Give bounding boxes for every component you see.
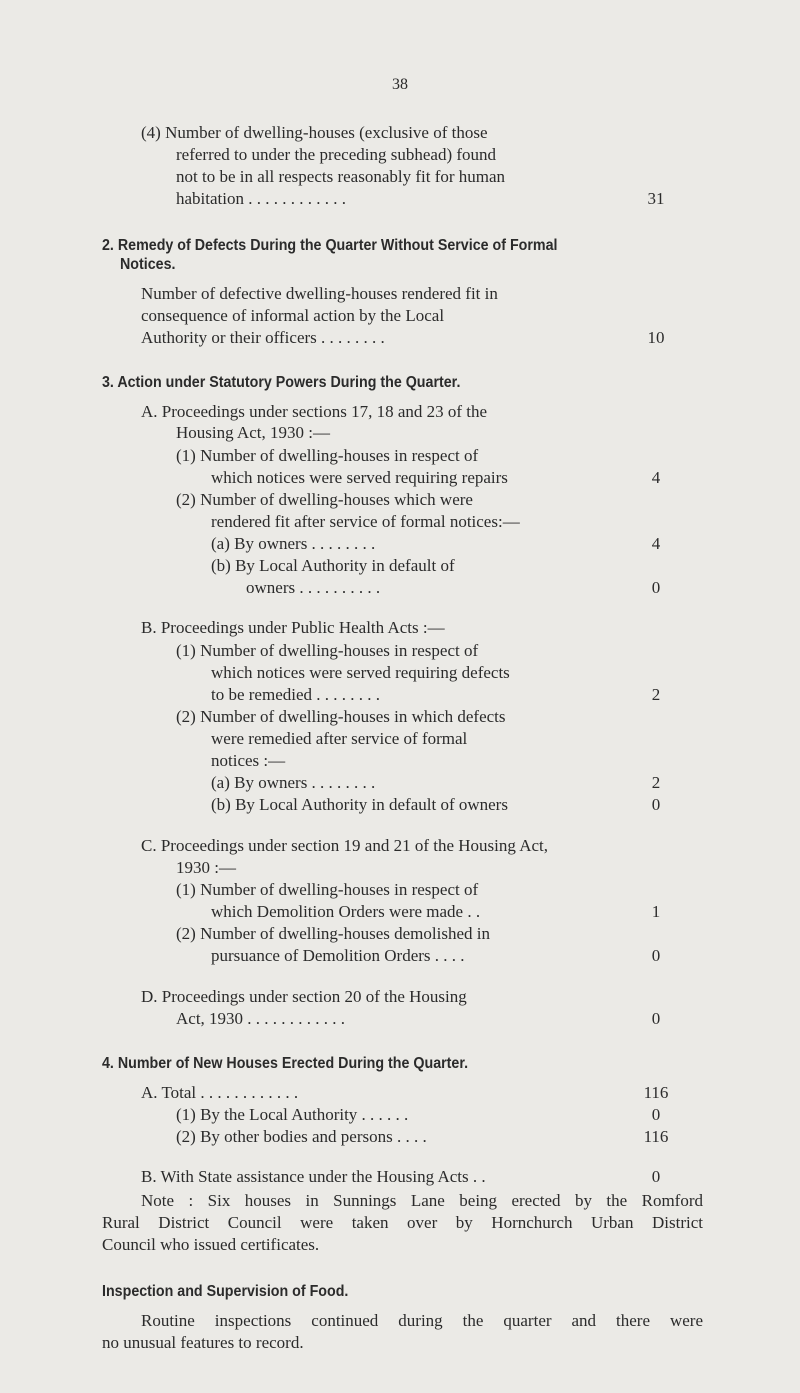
section-3-b-2b-value: 0 [651, 795, 661, 814]
text-line: habitation . . . . . . . . . . . . [176, 189, 346, 208]
text-line: (4) Number of dwelling-houses (exclusive of those [141, 123, 488, 142]
section-3-a-2a-value: 4 [651, 534, 661, 553]
text-line: (2) Number of dwelling-houses which were [176, 490, 473, 509]
text-line: (a) By owners . . . . . . . . [211, 534, 376, 553]
text-line: (2) Number of dwelling-houses demolished in [176, 924, 490, 943]
text-line: Routine inspections continued during the quarter and there were [141, 1311, 703, 1330]
section-3-d-value: 0 [651, 1009, 661, 1028]
page-number: 38 [392, 76, 408, 93]
section-3-b-2a-value: 2 [651, 773, 661, 792]
section-3-c-1-value: 1 [651, 902, 661, 921]
section-2-heading: 2. Remedy of Defects During the Quarter Without Service of Formal [102, 237, 558, 254]
section-4-heading: 4. Number of New Houses Erected During the Quarter. [102, 1055, 469, 1072]
text-line: notices :— [211, 751, 286, 770]
text-line: (b) By Local Authority in default of owners [211, 795, 508, 814]
text-line: A. Total . . . . . . . . . . . . [141, 1083, 299, 1102]
text-line: (b) By Local Authority in default of [211, 556, 455, 575]
section-2-value: 10 [647, 328, 665, 347]
text-line: were remedied after service of formal [211, 729, 468, 748]
text-line: (1) Number of dwelling-houses in respect of [176, 880, 479, 899]
text-line: (a) By owners . . . . . . . . [211, 773, 376, 792]
text-line: Rural District Council were taken over by Hornchurch Urban District [102, 1213, 703, 1232]
text-line: (1) Number of dwelling-houses in respect of [176, 641, 479, 660]
section-2-heading-cont: Notices. [120, 256, 176, 273]
text-line: Housing Act, 1930 :— [176, 423, 330, 442]
text-line: to be remedied . . . . . . . . [211, 685, 381, 704]
text-line: pursuance of Demolition Orders . . . . [211, 946, 465, 965]
text-line: B. Proceedings under Public Health Acts :— [141, 618, 445, 637]
section-4-a-2-value: 116 [643, 1127, 669, 1146]
food-heading: Inspection and Supervision of Food. [102, 1283, 349, 1300]
text-line: (1) By the Local Authority . . . . . . [176, 1105, 409, 1124]
section-3-heading: 3. Action under Statutory Powers During the Quarter. [102, 374, 461, 391]
text-line: which Demolition Orders were made . . [211, 902, 481, 921]
text-line: owners . . . . . . . . . . [246, 578, 381, 597]
text-line: D. Proceedings under section 20 of the Housing [141, 987, 467, 1006]
section-3-c-2-value: 0 [651, 946, 661, 965]
text-line: (2) Number of dwelling-houses in which defects [176, 707, 506, 726]
text-line: which notices were served requiring repairs [211, 468, 508, 487]
text-line: A. Proceedings under sections 17, 18 and 23 of the [141, 402, 488, 421]
section-3-a-2b-value: 0 [651, 578, 661, 597]
text-line: referred to under the preceding subhead) found [176, 145, 497, 164]
text-line: 1930 :— [176, 858, 236, 877]
section-4-b-value: 0 [651, 1167, 661, 1186]
text-line: Authority or their officers . . . . . . . . [141, 328, 385, 347]
text-line: (2) By other bodies and persons . . . . [176, 1127, 427, 1146]
text-line: not to be in all respects reasonably fit for human [176, 167, 506, 186]
text-line: no unusual features to record. [102, 1333, 304, 1352]
section-3-b-1-value: 2 [651, 685, 661, 704]
text-line: which notices were served requiring defects [211, 663, 510, 682]
text-line: Number of defective dwelling-houses rendered fit in [141, 284, 498, 303]
text-line: rendered fit after service of formal notices:— [211, 512, 520, 531]
text-line: (1) Number of dwelling-houses in respect of [176, 446, 479, 465]
text-line: Council who issued certificates. [102, 1235, 320, 1254]
item-4-value: 31 [647, 189, 665, 208]
section-4-a-value: 116 [643, 1083, 669, 1102]
text-line: Act, 1930 . . . . . . . . . . . . [176, 1009, 346, 1028]
text-line: consequence of informal action by the Local [141, 306, 445, 325]
text-line: B. With State assistance under the Housing Acts . . [141, 1167, 486, 1186]
section-4-a-1-value: 0 [651, 1105, 661, 1124]
text-line: C. Proceedings under section 19 and 21 of the Housing Act, [141, 836, 548, 855]
text-line: Note : Six houses in Sunnings Lane being erected by the Romford [141, 1191, 703, 1210]
section-3-a-1-value: 4 [651, 468, 661, 487]
